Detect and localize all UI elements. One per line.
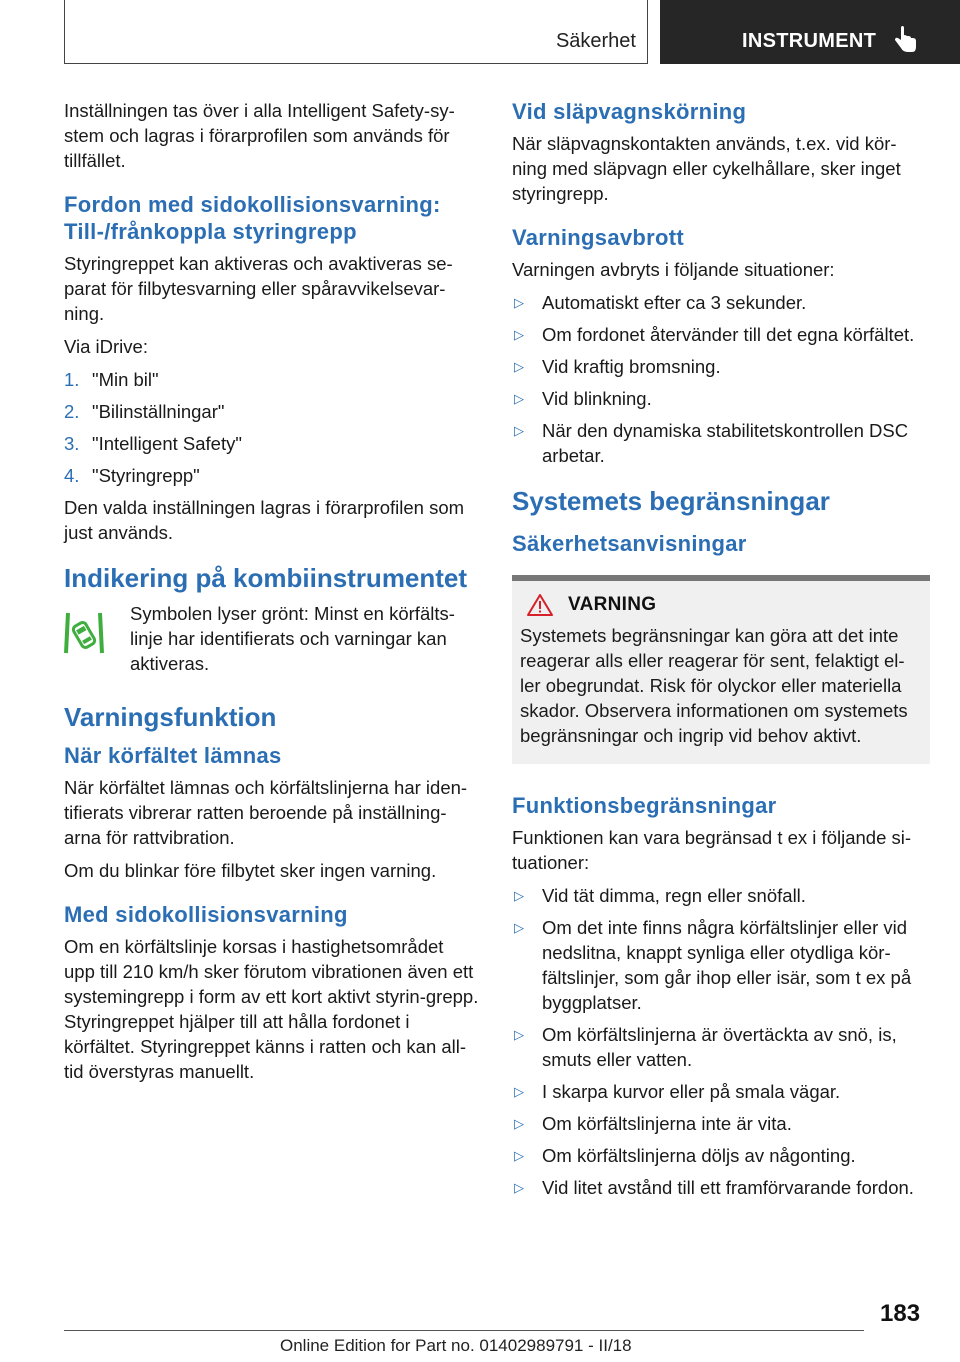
list-item: ▷ Vid litet avstånd till ett framförvarande fordon. <box>514 1177 914 1198</box>
heading-side-collision-toggle: Fordon med sidokollisionsvarning: Till-/frånkoppla styringrepp <box>64 192 441 244</box>
triangle-bullet-icon: ▷ <box>514 423 524 438</box>
list-item: ▷ När den dynamiska stabilitetskontrollen DSC arbetar. <box>514 420 909 466</box>
lane-departure-icon <box>64 607 104 659</box>
triangle-bullet-icon: ▷ <box>514 1027 524 1042</box>
edition-text: Online Edition for Part no. 01402989791 - II/18 <box>280 1336 632 1355</box>
heading-lane-leave: När körfältet lämnas <box>64 743 282 768</box>
heading-trailer: Vid släpvagnskörning <box>512 99 747 124</box>
warning-triangle-icon <box>526 593 554 617</box>
list-item: ▷ Vid blinkning. <box>514 388 652 409</box>
list-item: ▷ Automatiskt efter ca 3 sekunder. <box>514 292 807 313</box>
side-collision-paragraph: Styringreppet kan aktiveras och avaktiveras se-parat för filbytesvarning eller spåravvikelsevar-ning. <box>64 253 453 324</box>
triangle-bullet-icon: ▷ <box>514 1180 524 1195</box>
warning-box <box>512 575 930 764</box>
saved-paragraph: Den valda inställningen lagras i förarprofilen som just används. <box>64 497 465 543</box>
heading-safety-notes: Säkerhetsanvisningar <box>512 531 747 556</box>
triangle-bullet-icon: ▷ <box>514 391 524 406</box>
triangle-bullet-icon: ▷ <box>514 888 524 903</box>
left-column <box>64 98 479 1092</box>
blink-paragraph: Om du blinkar före filbytet sker ingen varning. <box>64 860 437 881</box>
triangle-bullet-icon: ▷ <box>514 327 524 342</box>
idrive-label: Via iDrive: <box>64 336 148 357</box>
warning-title: VARNING <box>568 594 657 615</box>
right-column <box>512 98 930 1207</box>
list-item: ▷ Om det inte finns några körfältslinjer eller vid nedslitna, knappt synliga eller otydliga kör-fältslinjer, som går ihop eller isär, som t ex på byggplatser. <box>514 917 912 1013</box>
heading-side-collision: Med sidokollisionsvarning <box>64 902 348 927</box>
list-item: 3. "Intelligent Safety" <box>64 433 242 454</box>
heading-function-limits: Funktionsbegränsningar <box>512 793 777 818</box>
list-item: ▷ Om fordonet återvänder till det egna körfältet. <box>514 324 915 345</box>
list-item: ▷ Om körfältslinjerna döljs av någonting. <box>514 1145 856 1166</box>
lane-leave-paragraph: När körfältet lämnas och körfältslinjerna har iden-tifierats vibrerar ratten beroende på inställning-arna för rattvibration. <box>64 777 468 848</box>
footer-divider <box>64 1330 864 1331</box>
heading-system-limits: Systemets begränsningar <box>512 486 830 516</box>
heading-indicator: Indikering på kombiinstrumentet <box>64 563 468 593</box>
list-item: 4. "Styringrepp" <box>64 465 200 486</box>
function-limits-paragraph: Funktionen kan vara begränsad t ex i följande si-tuationer: <box>512 827 912 873</box>
heading-warning-function: Varningsfunktion <box>64 702 277 732</box>
indicator-text: Symbolen lyser grönt: Minst en körfälts-linje har identifierats och varningar kan aktiveras. <box>130 603 455 674</box>
triangle-bullet-icon: ▷ <box>514 1116 524 1131</box>
list-item: ▷ Vid kraftig bromsning. <box>514 356 721 377</box>
triangle-bullet-icon: ▷ <box>514 920 524 935</box>
list-item: ▷ Om körfältslinjerna inte är vita. <box>514 1113 792 1134</box>
triangle-bullet-icon: ▷ <box>514 1084 524 1099</box>
side-collision-intervention-paragraph: Om en körfältslinje korsas i hastighetsområdet upp till 210 km/h sker förutom vibrationen även ett systemingrepp i form av ett kort aktivt styrin-grepp. Styringreppet hjälper till att hålla fordonet i körfältet. Styringreppet känns i ratten och kan all-tid överstyras manuellt. <box>64 936 479 1082</box>
chapter-tab[interactable] <box>660 0 960 64</box>
abort-list <box>512 290 930 468</box>
idrive-steps <box>64 367 479 488</box>
page-number: 183 <box>880 1300 921 1327</box>
intro-paragraph: Inställningen tas över i alla Intelligent Safety-sy-stem och lagras i förarprofilen som används för tillfället. <box>64 100 455 171</box>
abort-paragraph: Varningen avbryts i följande situationer: <box>512 259 835 280</box>
triangle-bullet-icon: ▷ <box>514 359 524 374</box>
triangle-bullet-icon: ▷ <box>514 1148 524 1163</box>
list-item: 1. "Min bil" <box>64 369 159 390</box>
trailer-paragraph: När släpvagnskontakten används, t.ex. vid kör-ning med släpvagn eller cykelhållare, sker inget styringrepp. <box>512 133 901 204</box>
list-item: 2. "Bilinställningar" <box>64 401 225 422</box>
section-title: Säkerhet <box>555 30 636 52</box>
pointing-hand-icon <box>892 26 918 54</box>
list-item: ▷ I skarpa kurvor eller på smala vägar. <box>514 1081 841 1102</box>
warning-text: Systemets begränsningar kan göra att det inte reagerar alls eller reagerar för sent, felaktigt el-ler obegrundat. Risk för olyckor eller materiella skador. Observera informationen om systemets begränsningar och ingrip vid behov aktivt. <box>520 625 908 746</box>
heading-warning-abort: Varningsavbrott <box>512 225 684 250</box>
indicator-block <box>64 601 479 676</box>
list-item: ▷ Om körfältslinjerna är övertäckta av snö, is, smuts eller vatten. <box>514 1024 897 1070</box>
function-limits-list <box>512 883 930 1200</box>
triangle-bullet-icon: ▷ <box>514 295 524 310</box>
list-item: ▷ Vid tät dimma, regn eller snöfall. <box>514 885 806 906</box>
chapter-tab-label: INSTRUMENT <box>742 30 877 52</box>
